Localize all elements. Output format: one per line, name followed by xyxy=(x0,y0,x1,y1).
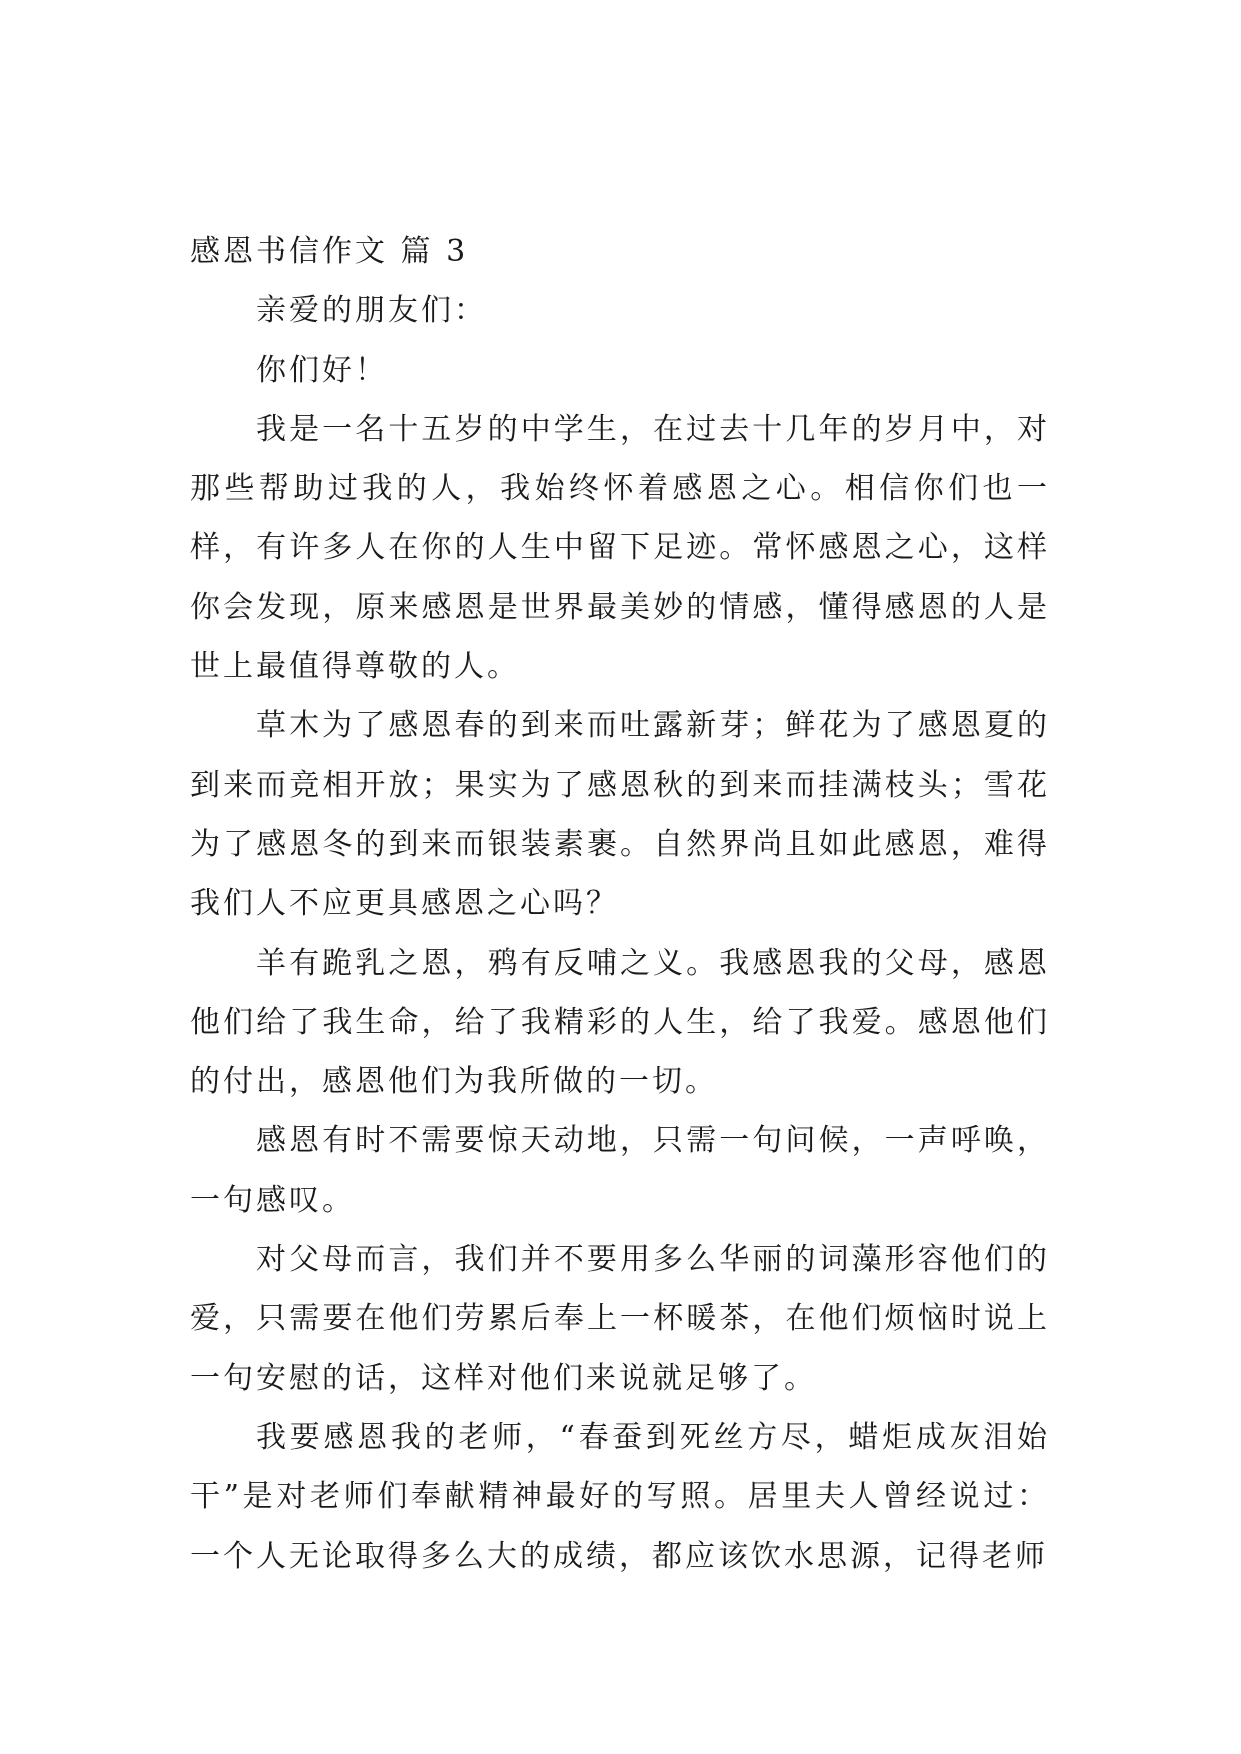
body-paragraph: 感恩有时不需要惊天动地，只需一句问候，一声呼唤，一句感叹。 xyxy=(190,1123,1050,1218)
body-paragraph: 对父母而言，我们并不要用多么华丽的词藻形容他们的爱，只需要在他们劳累后奉上一杯暖茶，在他们烦恼时说上一句安慰的话，这样对他们来说就足够了。 xyxy=(190,1242,1050,1396)
body-paragraph: 羊有跪乳之恩，鸦有反哺之义。我感恩我的父母，感恩他们给了我生命，给了我精彩的人生，给了我爱。感恩他们的付出，感恩他们为我所做的一切。 xyxy=(190,945,1050,1100)
salutation: 亲爱的朋友们： xyxy=(256,293,487,329)
body-paragraph: 草木为了感恩春的到来而吐露新芽；鲜花为了感恩夏的到来而竞相开放；果实为了感恩秋的到来而挂满枝头；雪花为了感恩冬的到来而银装素裹。自然界尚且如此感恩，难得我们人不应更具感恩之心吗？ xyxy=(190,708,1050,922)
document-page xyxy=(190,222,1050,1586)
document-title: 感恩书信作文 篇 3 xyxy=(190,234,469,269)
body-paragraph: 我是一名十五岁的中学生，在过去十几年的岁月中，对那些帮助过我的人，我始终怀着感恩之心。相信你们也一样，有许多人在你的人生中留下足迹。常怀感恩之心，这样你会发现，原来感恩是世界最美妙的情感，懂得感恩的人是世上最值得尊敬的人。 xyxy=(190,411,1050,685)
body-paragraph: 我要感恩我的老师，“春蚕到死丝方尽，蜡炬成灰泪始干”是对老师们奉献精神最好的写照。居里夫人曾经说过：一个人无论取得多么大的成绩，都应该饮水思源，记得老师 xyxy=(190,1419,1050,1574)
greeting: 你们好！ xyxy=(256,352,388,388)
